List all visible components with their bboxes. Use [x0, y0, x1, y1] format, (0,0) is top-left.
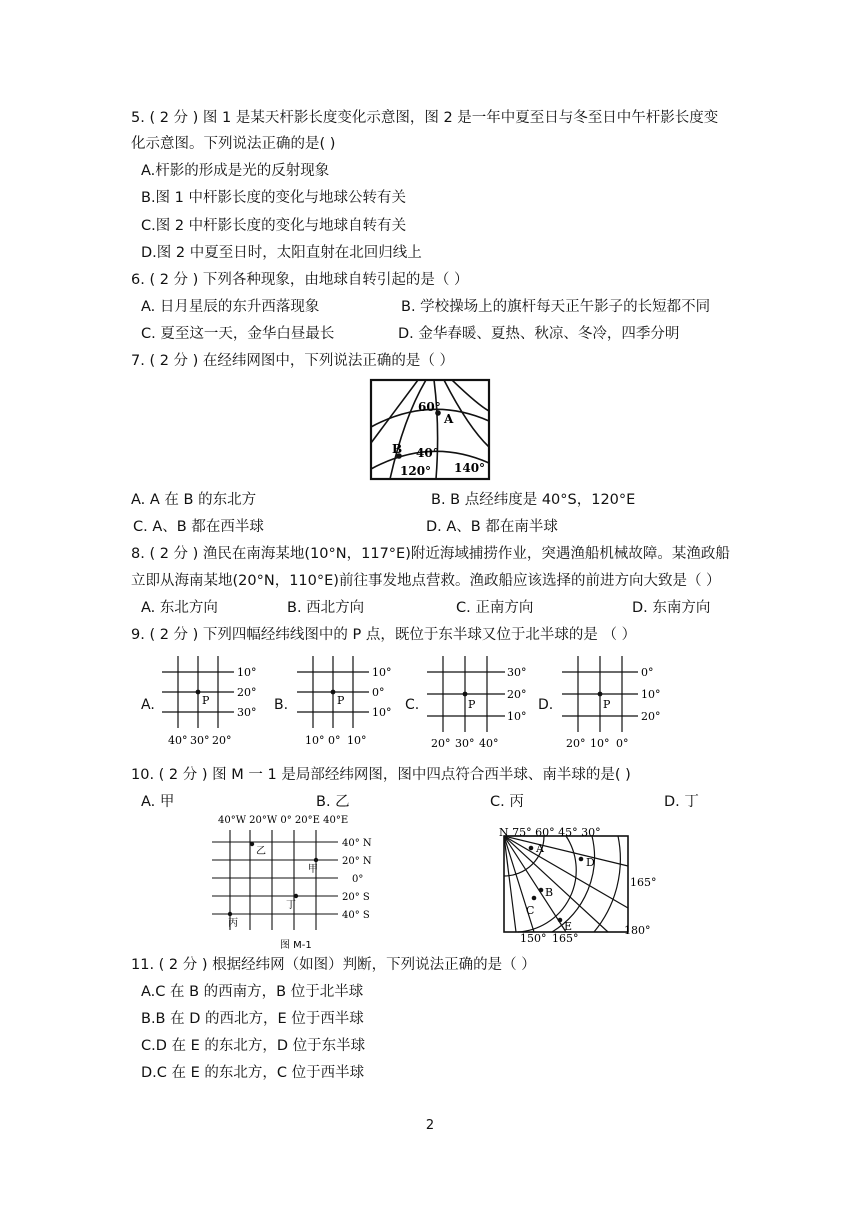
svg-text:P: P	[468, 698, 476, 711]
q7-option-b: B. B 点经纬度是 40°S，120°E	[431, 492, 636, 508]
svg-text:0°: 0°	[641, 666, 654, 679]
q5-option-a: A.杆影的形成是光的反射现象	[141, 163, 330, 179]
q11-stem: 11. ( 2 分 ) 根据经纬网（如图）判断，下列说法正确的是（ ）	[131, 957, 536, 973]
q9-grid-d	[558, 652, 668, 750]
q10-point-ding: 丁	[286, 900, 296, 911]
q11-option-c: C.D 在 E 的东北方，D 位于东半球	[141, 1038, 366, 1054]
q11-point-d: D	[586, 856, 595, 869]
svg-text:40° N: 40° N	[342, 838, 372, 849]
svg-text:10°: 10°	[237, 666, 257, 679]
q9-grid-c-label: C.	[405, 697, 420, 713]
q5-option-c: C.图 2 中杆影长度的变化与地球自转有关	[141, 218, 407, 234]
svg-text:P: P	[603, 698, 611, 711]
q7-label-120: 120°	[400, 464, 432, 478]
q9-grid-b	[293, 652, 397, 750]
q8-stem-line1: 8. ( 2 分 ) 渔民在南海某地(10°N，117°E)附近海域捕捞作业，突遇渔船机械故障。某渔政船	[131, 546, 730, 562]
svg-text:30°: 30°	[507, 666, 527, 679]
q5-option-d: D.图 2 中夏至日时，太阳直射在北回归线上	[141, 245, 422, 261]
q8-option-a: A. 东北方向	[141, 600, 218, 616]
q7-label-b: B	[392, 442, 403, 456]
q11-graticule-figure	[496, 822, 658, 944]
q7-graticule-figure	[368, 377, 492, 482]
q10-option-b: B. 乙	[316, 794, 350, 810]
q7-option-a: A. A 在 B 的东北方	[131, 492, 257, 508]
svg-text:40°: 40°	[168, 734, 188, 747]
svg-text:0°: 0°	[372, 686, 385, 699]
q10-figure-m1	[208, 812, 398, 954]
q8-option-b: B. 西北方向	[287, 600, 365, 616]
svg-text:10°: 10°	[641, 688, 661, 701]
q5-option-b: B.图 1 中杆影长度的变化与地球公转有关	[141, 190, 406, 206]
q11-right-180: 180°	[624, 924, 651, 937]
q9-grid-d-label: D.	[538, 697, 554, 713]
svg-text:10°: 10°	[347, 734, 367, 747]
q6-option-b: B. 学校操场上的旗杆每天正午影子的长短都不同	[401, 299, 711, 315]
svg-text:0°: 0°	[616, 737, 629, 750]
svg-text:20° S: 20° S	[342, 892, 370, 903]
q6-option-c: C. 夏至这一天，金华白昼最长	[141, 326, 335, 342]
q10-point-bing: 丙	[228, 918, 238, 929]
q9-stem: 9. ( 2 分 ) 下列四幅经纬线图中的 P 点，既位于东半球又位于北半球的是 （ ）	[131, 627, 637, 643]
svg-text:10°: 10°	[507, 710, 527, 723]
svg-text:20°: 20°	[566, 737, 586, 750]
q11-option-b: B.B 在 D 的西北方，E 位于西半球	[141, 1011, 364, 1027]
q7-label-140: 140°	[454, 461, 486, 475]
q7-stem: 7. ( 2 分 ) 在经纬网图中，下列说法正确的是（ ）	[131, 353, 455, 369]
svg-text:20°: 20°	[641, 710, 661, 723]
page-number: 2	[425, 1118, 435, 1133]
q10-top-longitudes: 40°W 20°W 0° 20°E 40°E	[218, 815, 349, 826]
q9-grid-c	[423, 652, 533, 750]
q6-stem: 6. ( 2 分 ) 下列各种现象，由地球自转引起的是（ ）	[131, 272, 469, 288]
svg-text:20°: 20°	[431, 737, 451, 750]
q8-option-c: C. 正南方向	[456, 600, 534, 616]
svg-text:20°: 20°	[212, 734, 232, 747]
q11-point-b: B	[545, 886, 554, 899]
svg-text:10°: 10°	[590, 737, 610, 750]
q6-option-a: A. 日月星辰的东升西落现象	[141, 299, 320, 315]
svg-text:30°: 30°	[190, 734, 210, 747]
q11-top-labels: N 75° 60° 45° 30°	[499, 826, 601, 839]
q10-option-c: C. 丙	[490, 794, 524, 810]
q8-stem-line2: 立即从海南某地(20°N，110°E)前往事发地点营救。渔政船应该选择的前进方向大致是（ ）	[131, 573, 721, 589]
q11-option-a: A.C 在 B 的西南方，B 位于北半球	[141, 984, 364, 1000]
svg-text:40° S: 40° S	[342, 910, 370, 921]
q7-option-d: D. A、B 都在南半球	[426, 519, 558, 535]
q10-option-a: A. 甲	[141, 794, 175, 810]
q5-stem-line1: 5. ( 2 分 ) 图 1 是某天杆影长度变化示意图，图 2 是一年中夏至日与冬至日中午杆影长度变	[131, 110, 719, 126]
svg-text:0°: 0°	[352, 874, 364, 885]
svg-text:20°: 20°	[237, 686, 257, 699]
q7-label-60: 60°	[418, 400, 441, 414]
q11-right-165: 165°	[630, 876, 657, 889]
svg-text:10°: 10°	[372, 666, 392, 679]
q9-grid-a-label: A.	[141, 697, 155, 713]
q7-option-c: C. A、B 都在西半球	[133, 519, 264, 535]
q11-bottom-150: 150°	[520, 932, 547, 944]
q11-point-e: E	[564, 920, 573, 933]
svg-text:10°: 10°	[305, 734, 325, 747]
q9-grid-b-label: B.	[274, 697, 289, 713]
q5-stem-line2: 化示意图。下列说法正确的是( )	[131, 136, 336, 152]
q11-point-c: C	[526, 904, 535, 917]
q6-option-d: D. 金华春暖、夏热、秋凉、冬冷，四季分明	[398, 326, 680, 342]
svg-text:30°: 30°	[455, 737, 475, 750]
q10-point-jia: 甲	[308, 864, 318, 875]
q11-point-a: A	[536, 842, 544, 855]
svg-text:0°: 0°	[328, 734, 341, 747]
svg-text:20° N: 20° N	[342, 856, 372, 867]
svg-text:P: P	[337, 694, 345, 707]
q7-label-a: A	[444, 412, 454, 426]
q11-option-d: D.C 在 E 的东北方，C 位于西半球	[141, 1065, 365, 1081]
svg-text:40°: 40°	[479, 737, 499, 750]
q10-figure-caption: 图 M-1	[280, 940, 312, 951]
q9-grid-a	[158, 652, 262, 750]
q7-label-40: 40°	[416, 446, 439, 460]
q10-option-d: D. 丁	[664, 794, 699, 810]
q11-bottom-165: 165°	[552, 932, 579, 944]
svg-text:20°: 20°	[507, 688, 527, 701]
q10-point-yi: 乙	[256, 846, 266, 857]
q8-option-d: D. 东南方向	[632, 600, 711, 616]
svg-text:10°: 10°	[372, 706, 392, 719]
q10-stem: 10. ( 2 分 ) 图 M 一 1 是局部经纬网图，图中四点符合西半球、南半球的是( )	[131, 767, 631, 783]
svg-text:P: P	[202, 694, 210, 707]
svg-text:30°: 30°	[237, 706, 257, 719]
